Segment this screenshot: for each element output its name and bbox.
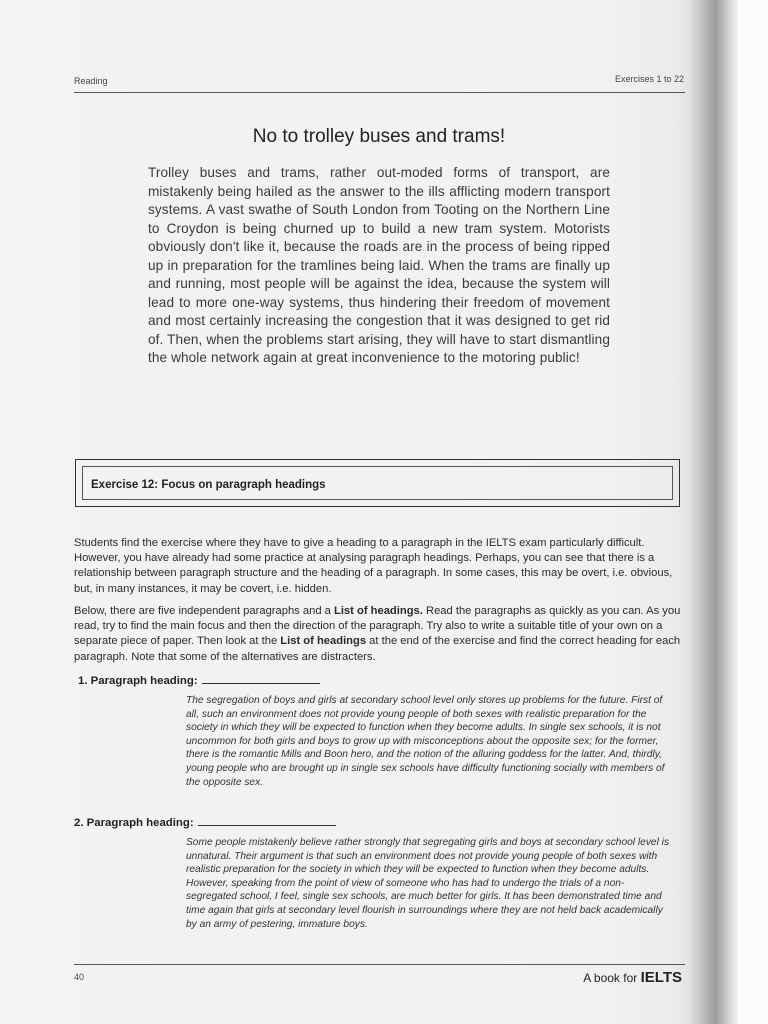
header-rule	[74, 92, 685, 93]
paragraph-2-text: Some people mistakenly believe rather strongly that segregating girls and boys at secondary school level is unnatural. Their argument is that such an environment does not provide young people of both sexes with realistic preparation for the society in which they will be expected to function when they become adults. However, speaking from the point of view of someone who has had to undergo the trials of a non-segregated school, I feel, single sex schools, are much better for girls. It has been demonstrated time and time again that girls at secondary level flourish in surroundings where they are not held back academically by an army of pestering, immature boys.	[186, 837, 670, 930]
paragraph-heading-1	[78, 673, 320, 687]
footer-rule	[74, 964, 685, 965]
article-title: No to trolley buses and trams!	[252, 126, 506, 147]
instructions-text-1: Below, there are five independent paragraphs and a	[74, 605, 334, 617]
paragraph-heading-2-blank[interactable]	[198, 815, 336, 826]
book-title-footer	[540, 969, 682, 986]
instructions-bold-1: List of headings.	[333, 605, 423, 617]
paragraph-heading-2-label: 2. Paragraph heading:	[74, 817, 194, 829]
book-spine-shadow	[688, 0, 738, 1024]
article-text: Trolley buses and trams, rather out-moded forms of transport, are mistakenly being hailed as the answer to the ills afflicting modern transport systems. A vast swathe of South London from Tooting on the Northern Line to Croydon is being churned up to build a new tram system. Motorists obviously don't like it, because the roads are in the process of being ripped up in preparation for the tramlines being laid. When the trams are finally up and running, most people will be against the idea, because the system will lead to more one-way systems, thus hindering their freedom of movement and most certainly increasing the congestion that it was designed to get rid of. Then, when the problems start arising, they will have to start dismantling the whole network again at great inconvenience to the motoring public!	[148, 165, 610, 365]
book-edge	[738, 0, 768, 1024]
exercise-title-box	[75, 459, 680, 507]
page-number: 40	[74, 972, 85, 982]
paragraph-heading-2	[74, 815, 336, 829]
instructions-text-2: Read the paragraphs as quickly as you can. As you read, try to find the main focus and then the direction of the paragraph. Try also to write a suitable title of your own on a separate piece of paper. Then look at the	[74, 605, 681, 648]
running-header-section: Reading	[74, 76, 108, 86]
exercise-title: Exercise 12: Focus on paragraph headings	[91, 479, 326, 491]
running-header-exercises: Exercises 1 to 22	[614, 74, 684, 84]
book-title-prefix: A book for	[583, 971, 641, 985]
exercise-title-inner-box	[82, 466, 673, 500]
instructions-text-3: at the end of the exercise and find the correct heading for each paragraph. Note that some of the alternatives are distracters.	[74, 635, 681, 663]
exercise-intro-paragraph: Students find the exercise where they have to give a heading to a paragraph in the IELTS exam particularly difficult. However, you have already had some practice at analysing paragraph headings. Perhaps, you can see that there is a relationship between paragraph structure and the heading of a paragraph. In some cases, this may be overt, i.e. obvious, but, in many instances, it may be covert, i.e. hidden.	[74, 537, 673, 595]
book-title-ielts: IELTS	[640, 969, 682, 986]
instructions-bold-2: List of headings	[280, 635, 367, 648]
paragraph-heading-1-blank[interactable]	[202, 673, 320, 684]
exercise-instructions	[74, 604, 686, 665]
paragraph-heading-1-label: 1. Paragraph heading:	[78, 675, 198, 687]
paragraph-1-text: The segregation of boys and girls at secondary school level only stores up problems for the future. First of all, such an environment does not provide young people of both sexes with realistic preparation for the society in which they will be expected to function when they become adults. In single sex schools, it is not uncommon for both girls and boys to grow up with misconceptions about the opposite sex; for the former, there is the romantic Mills and Boon hero, and the notion of the alluring goddess for the latter. And, thirdly, young people who are brought up in single sex schools have difficulty functioning socially with members of the opposite sex.	[186, 695, 665, 788]
